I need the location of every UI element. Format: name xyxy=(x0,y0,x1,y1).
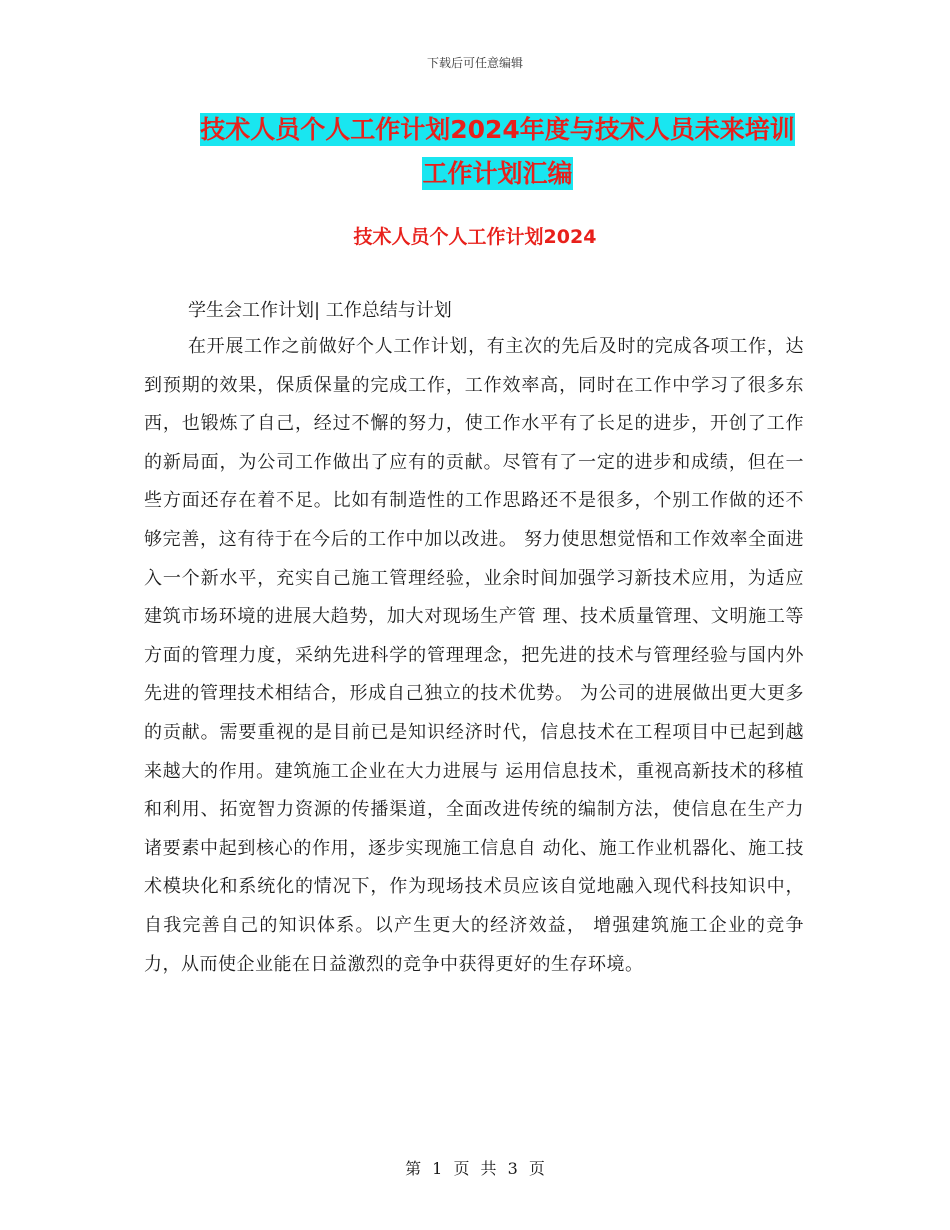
section-title: 技术人员个人工作计划2024 xyxy=(353,226,597,248)
document-title-line2: 工作计划汇编 xyxy=(422,159,573,188)
page-number: 第 1 页 共 3 页 xyxy=(405,1159,545,1178)
category-line: 学生会工作计划| 工作总结与计划 xyxy=(188,300,452,321)
document-title-line1: 技术人员个人工作计划2024年度与技术人员未来培训 xyxy=(200,115,795,144)
document-title xyxy=(140,108,855,196)
header-note: 下载后可任意编辑 xyxy=(426,56,523,70)
body-paragraph: 在开展工作之前做好个人工作计划，有主次的先后及时的完成各项工作，达到预期的效果，保质保量的完成工作，工作效率高，同时在工作中学习了很多东西，也锻炼了自己，经过不懈的努力，使工作水平有了长足的进步，开创了工作的新局面，为公司工作做出了应有的贡献。尽管有了一定的进步和成绩，但在一些方面还存在着不足。比如有制造性的工作思路还不是很多，个别工作做的还不够完善，这有待于在今后的工作中加以改进。 努力使思想觉悟和工作效率全面进入一个新水平，充实自己施工管理经验，业余时间加强学习新技术应用，为适应建筑市场环境的进展大趋势，加大对现场生产管 理、技术质量管理、文明施工等方面的管理力度，采纳先进科学的管理理念，把先进的技术与管理经验与国内外先进的管理技术相结合，形成自己独立的技术优势。 为公司的进展做出更大更多的贡献。需要重视的是目前已是知识经济时代，信息技术在工程项目中已起到越来越大的作用。建筑施工企业在大力进展与 运用信息技术，重视高新技术的移植和利用、拓宽智力资源的传播渠道，全面改进传统的编制方法，使信息在生产力诸要素中起到核心的作用，逐步实现施工信息自 动化、施工作业机器化、施工技术模块化和系统化的情况下，作为现场技术员应该自觉地融入现代科技知识中，自我完善自己的知识体系。以产生更大的经济效益， 增强建筑施工企业的竞争力，从而使企业能在日益激烈的竞争中获得更好的生存环境。 xyxy=(144,336,804,975)
